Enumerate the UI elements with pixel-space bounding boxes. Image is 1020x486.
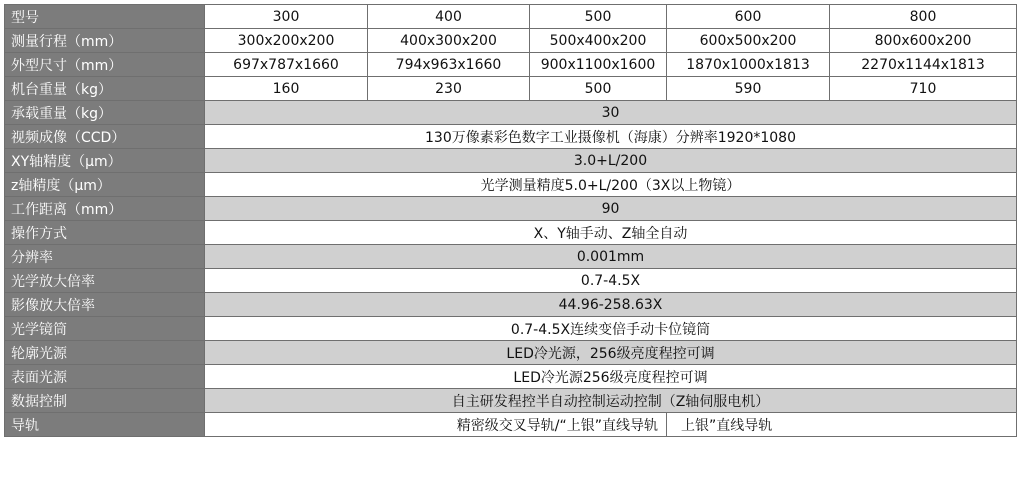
row-model [5, 5, 1017, 29]
row-label: 测量行程（mm） [5, 29, 205, 53]
row-resolution [5, 245, 1017, 269]
cell: 710 [830, 77, 1017, 101]
row-z-accuracy [5, 173, 1017, 197]
row-label: 机台重量（kg） [5, 77, 205, 101]
row-contour-light [5, 341, 1017, 365]
cell: X、Y轴手动、Z轴全自动 [205, 221, 1017, 245]
row-label: 外型尺寸（mm） [5, 53, 205, 77]
row-label: 视频成像（CCD） [5, 125, 205, 149]
row-dimensions [5, 53, 1017, 77]
row-xy-accuracy [5, 149, 1017, 173]
row-lens-tube [5, 317, 1017, 341]
row-surface-light [5, 365, 1017, 389]
row-label: z轴精度（μm） [5, 173, 205, 197]
row-image-magnification [5, 293, 1017, 317]
row-ccd [5, 125, 1017, 149]
row-operation [5, 221, 1017, 245]
row-label: 光学镜筒 [5, 317, 205, 341]
row-label: 影像放大倍率 [5, 293, 205, 317]
spec-table [4, 4, 1017, 437]
cell: 300 [205, 5, 368, 29]
cell: 600x500x200 [667, 29, 830, 53]
row-optical-magnification [5, 269, 1017, 293]
cell: 900x1100x1600 [530, 53, 667, 77]
row-guide-rail [5, 413, 1017, 437]
row-label: 型号 [5, 5, 205, 29]
cell: 30 [205, 101, 1017, 125]
cell: 800x600x200 [830, 29, 1017, 53]
cell: 500 [530, 5, 667, 29]
row-label: 光学放大倍率 [5, 269, 205, 293]
row-label: 承载重量（kg） [5, 101, 205, 125]
cell: 3.0+L/200 [205, 149, 1017, 173]
cell: 130万像素彩色数字工业摄像机（海康）分辨率1920*1080 [205, 125, 1017, 149]
cell: 600 [667, 5, 830, 29]
cell: 光学测量精度5.0+L/200（3X以上物镜） [205, 173, 1017, 197]
cell: 90 [205, 197, 1017, 221]
cell: 400 [368, 5, 530, 29]
cell: 400x300x200 [368, 29, 530, 53]
cell: 0.001mm [205, 245, 1017, 269]
cell: LED冷光源256级亮度程控可调 [205, 365, 1017, 389]
cell: LED冷光源，256级亮度程控可调 [205, 341, 1017, 365]
row-label: 操作方式 [5, 221, 205, 245]
cell: 1870x1000x1813 [667, 53, 830, 77]
row-travel [5, 29, 1017, 53]
cell: 500x400x200 [530, 29, 667, 53]
row-data-control [5, 389, 1017, 413]
row-weight [5, 77, 1017, 101]
row-label: 表面光源 [5, 365, 205, 389]
cell: 794x963x1660 [368, 53, 530, 77]
cell: 0.7-4.5X [205, 269, 1017, 293]
cell: 300x200x200 [205, 29, 368, 53]
cell: 160 [205, 77, 368, 101]
cell: 230 [368, 77, 530, 101]
cell: 0.7-4.5X连续变倍手动卡位镜筒 [205, 317, 1017, 341]
cell: 800 [830, 5, 1017, 29]
cell: 500 [530, 77, 667, 101]
cell: 精密级交叉导轨/“上银”直线导轨 [205, 413, 667, 437]
row-label: XY轴精度（μm） [5, 149, 205, 173]
row-label: 工作距离（mm） [5, 197, 205, 221]
cell: 自主研发程控半自动控制运动控制（Z轴伺服电机） [205, 389, 1017, 413]
row-label: 分辨率 [5, 245, 205, 269]
cell: 上银”直线导轨 [667, 413, 1017, 437]
row-load [5, 101, 1017, 125]
cell: 590 [667, 77, 830, 101]
row-label: 导轨 [5, 413, 205, 437]
row-label: 轮廓光源 [5, 341, 205, 365]
cell: 697x787x1660 [205, 53, 368, 77]
row-label: 数据控制 [5, 389, 205, 413]
row-working-distance [5, 197, 1017, 221]
cell: 44.96-258.63X [205, 293, 1017, 317]
cell: 2270x1144x1813 [830, 53, 1017, 77]
